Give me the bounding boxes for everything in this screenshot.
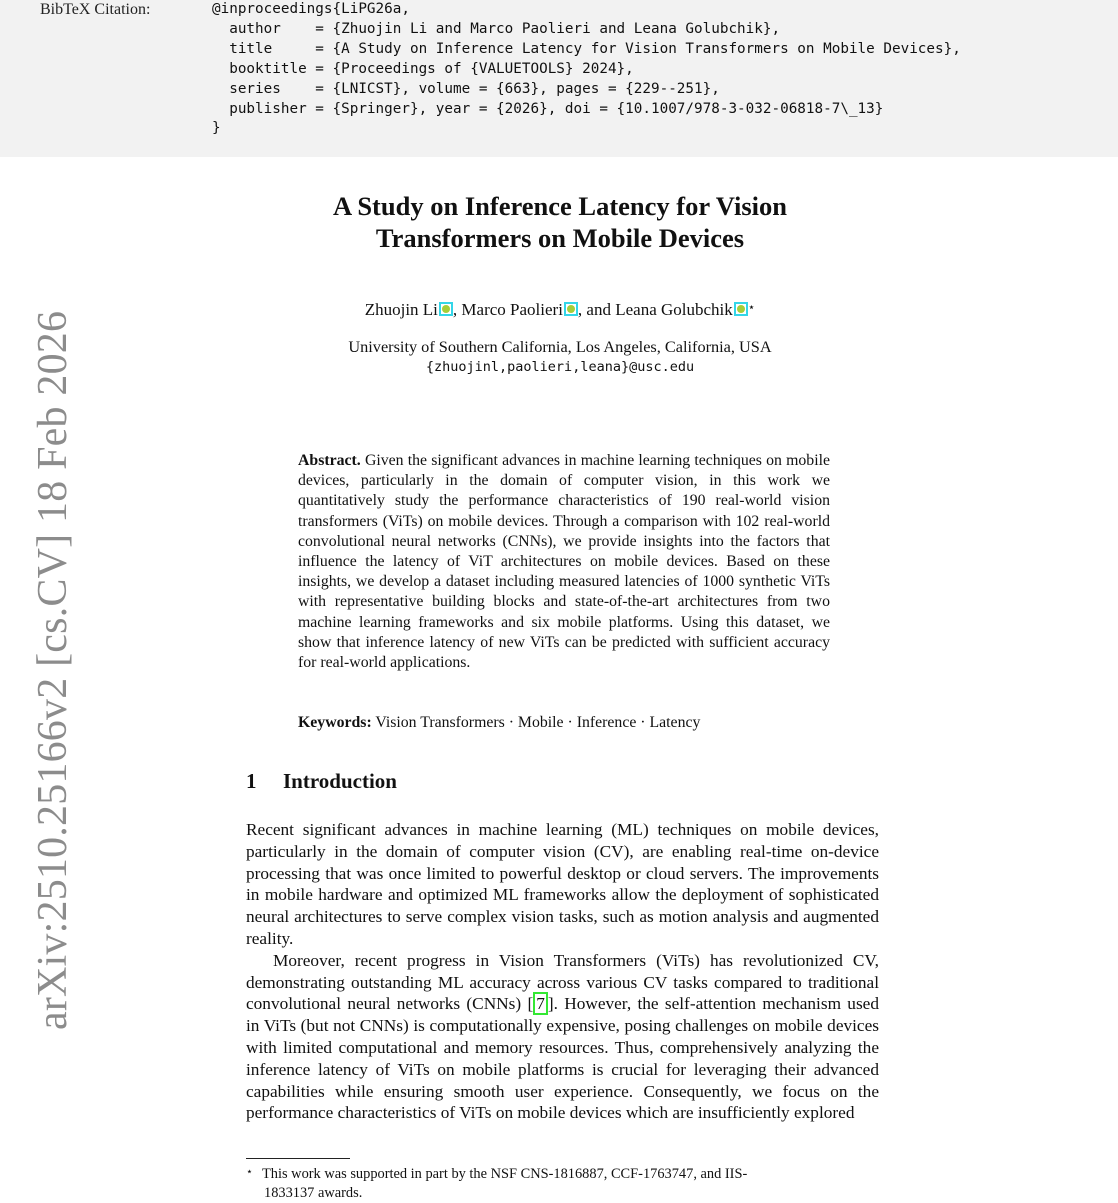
section-heading: [246, 769, 397, 794]
footnote-text: This work was supported in part by the NSF CNS-1816887, CCF-1763747, and IIS-: [262, 1166, 748, 1182]
paragraph: Moreover, recent progress in Vision Transformers (ViTs) has revolutionized CV, demonstrating outstanding ML accuracy across various CV tasks compared to traditional convolutional neural networks (CNNs) [ 7 ]. However, the self-attention mechanism used in ViTs (but not CNNs) is computationally expensive, posing challenges on mobile devices with limited computational and memory resources. Thus, comprehensively analyzing the inference latency of ViTs on mobile platforms is crucial for leveraging their advanced capabilities while ensuring smooth user experience. Consequently, we focus on the performance characteristics of ViTs on mobile devices which are insufficiently explored: [246, 950, 879, 1123]
bibtex-citation-box: [0, 0, 1118, 157]
arxiv-identifier: arXiv:2510.25166v2 [cs.CV] 18 Feb 2026: [30, 310, 76, 1030]
affiliation: University of Southern California, Los Angeles, California, USA: [348, 337, 772, 356]
author-separator: ,: [452, 300, 462, 319]
keywords: [298, 713, 838, 733]
section-number: 1: [246, 769, 257, 793]
footnote-rule: [246, 1158, 350, 1159]
citation-link[interactable]: 7: [533, 992, 548, 1015]
author-emails: {zhuojinl,paolieri,leana}@usc.edu: [425, 359, 695, 375]
bibtex-line: }: [212, 120, 221, 137]
author-separator: , and: [577, 300, 616, 319]
title-line: A Study on Inference Latency for Vision: [333, 191, 787, 221]
bibtex-line: series = {LNICST}, volume = {663}, pages = {229--251},: [212, 80, 720, 97]
author-name: Marco Paolieri: [461, 300, 563, 319]
paragraph-text: . However, the self-attention mechanism used in ViTs (but not CNNs) is computationally expensive, posing challenges on mobile devices with limited computational and memory resources. Thus, comprehensively analyzing the inference latency of ViTs on mobile platforms is crucial for leveraging their advanced capabilities while ensuring smooth user experience. Consequently, we focus on the performance characteristics of ViTs on mobile devices which are insufficiently explored: [246, 994, 879, 1123]
paragraph-text: Moreover, recent progress in Vision Transformers (ViTs) has revolutionized CV, demonstrating outstanding ML accuracy across various CV tasks compared to traditional convolutional neural networks (CNNs): [246, 950, 879, 1014]
orcid-icon[interactable]: [439, 302, 453, 316]
bibtex-line: title = {A Study on Inference Latency for Vision Transformers on Mobile Devices},: [212, 40, 961, 57]
title-line: Transformers on Mobile Devices: [375, 223, 745, 253]
introduction-body: [246, 819, 879, 1124]
bibtex-label: BibTeX Citation:: [40, 1, 151, 18]
bibtex-line: publisher = {Springer}, year = {2026}, doi = {10.1007/978-3-032-06818-7\_13}: [212, 100, 884, 117]
orcid-icon[interactable]: [564, 302, 578, 316]
footnote: [246, 1163, 880, 1203]
bibtex-line: author = {Zhuojin Li and Marco Paolieri and Leana Golubchik},: [212, 20, 781, 37]
footnote-mark: ⋆: [246, 1166, 253, 1178]
author-list: [240, 296, 880, 321]
paper-title: [240, 190, 880, 254]
abstract-text: Given the significant advances in machine learning techniques on mobile devices, particularly in the domain of computer vision, in this work we quantitatively study the performance characteristics of 190 real-world vision transformers (ViTs) on mobile devices. Through a comparison with 102 real-world convolutional neural networks (CNNs), we provide insights into the factors that influence the latency of ViT architectures on mobile devices. Based on these insights, we develop a dataset including measured latencies of 1000 synthetic ViTs with representative building blocks and state-of-the-art architectures from two machine learning frameworks and six mobile platforms. Using this dataset, we show that inference latency of new ViTs can be predicted with sufficient accuracy for real-world applications.: [298, 452, 830, 672]
author-name: Leana Golubchik: [615, 300, 733, 319]
keywords-text: Vision Transformers · Mobile · Inference · Latency: [375, 714, 701, 731]
bibtex-code: [212, 0, 961, 139]
orcid-icon[interactable]: [734, 302, 748, 316]
author-name: Zhuojin Li: [364, 300, 438, 319]
abstract: [298, 451, 830, 673]
abstract-label: Abstract.: [298, 452, 361, 469]
keywords-label: Keywords:: [298, 714, 372, 731]
footnote-marker[interactable]: ⋆: [747, 300, 756, 314]
bibtex-line: @inproceedings{LiPG26a,: [212, 1, 410, 17]
bibtex-line: booktitle = {Proceedings of {VALUETOOLS} 2024},: [212, 60, 634, 77]
paragraph: Recent significant advances in machine learning (ML) techniques on mobile devices, particularly in the domain of computer vision (CV), are enabling real-time on-device processing that was once limited to powerful desktop or cloud servers. The improvements in mobile hardware and optimized ML frameworks allow the deployment of sophisticated neural architectures to serve complex vision tasks, such as motion analysis and augmented reality.: [246, 820, 879, 948]
section-title: Introduction: [283, 769, 397, 793]
footnote-text: 1833137 awards.: [264, 1185, 363, 1201]
